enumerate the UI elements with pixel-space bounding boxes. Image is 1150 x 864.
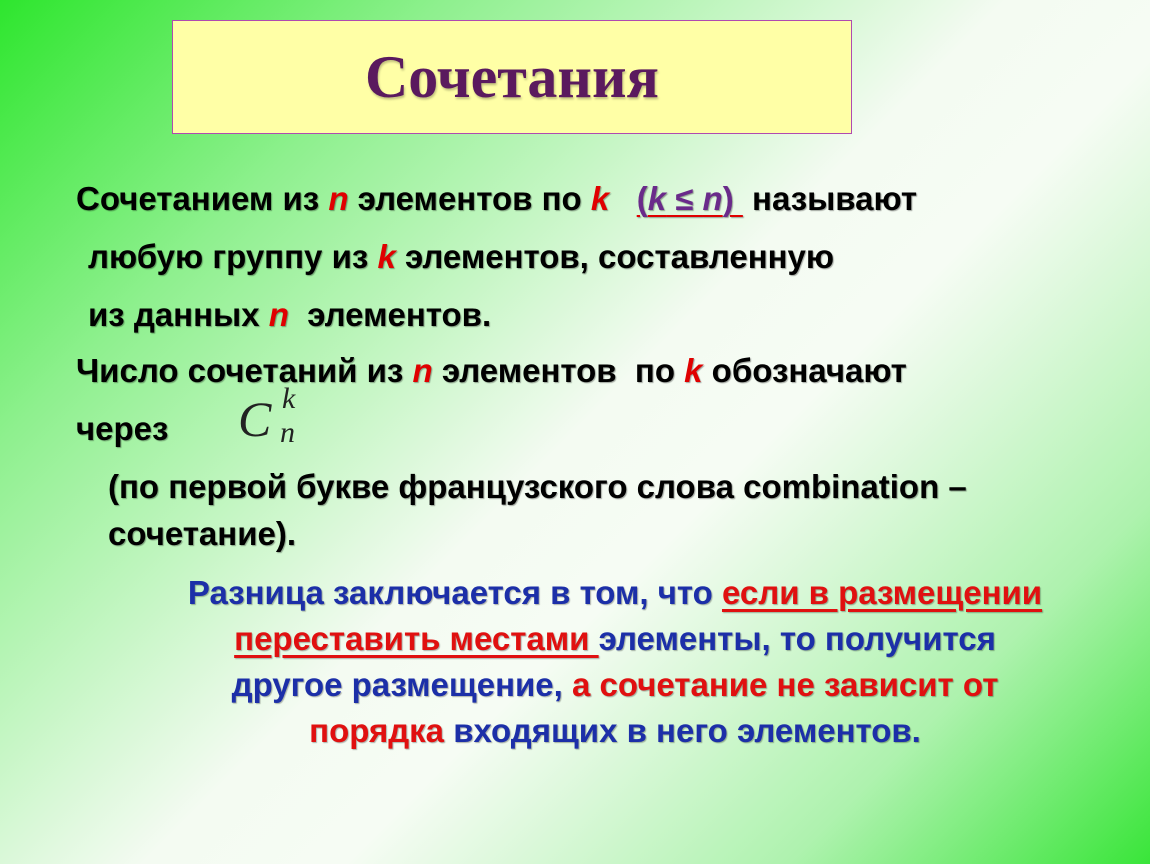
text: элементов по [348,180,591,217]
var-k: k [377,238,396,275]
difference-line-3 [0,666,1150,704]
title-box [172,20,852,134]
var-n: n [328,180,349,217]
definition-line-3 [88,296,491,334]
text: элементов. [288,296,492,333]
text: другое размещение, [231,666,573,703]
var-k: k [647,180,667,217]
text: если в размещении [721,574,1043,611]
text: обозначают [702,352,907,389]
text: Разница заключается в том, что [187,574,722,611]
formula-subscript: n [280,416,295,449]
text: порядка [309,712,445,749]
text: элементов по [432,352,685,389]
definition-line-2 [88,238,834,276]
text: ≤ [666,180,703,217]
difference-line-2 [0,620,1150,658]
text: через [76,410,169,447]
text: а сочетание не зависит от [572,666,999,703]
text: элементов, составленную [395,238,835,275]
definition-line-1 [76,180,917,218]
var-n: n [268,296,289,333]
difference-line-4 [0,712,1150,750]
number-line-1 [76,352,907,390]
text: ) [722,180,743,217]
text: называют [742,180,918,217]
var-n: n [412,352,433,389]
condition-k-le-n [637,180,743,217]
var-k: k [684,352,703,389]
text: переставить местами [234,620,599,657]
formula-base: C [238,391,272,447]
number-line-2 [76,410,168,448]
text: из данных [88,296,269,333]
var-k: k [590,180,610,217]
var-n: n [702,180,723,217]
combination-formula [238,382,328,458]
note-line-2: сочетание). [108,515,297,552]
text: Число сочетаний из [76,352,413,389]
text: ( [636,180,648,217]
slide-title: Сочетания [364,43,660,110]
text: любую группу из [88,238,378,275]
difference-line-1 [0,574,1150,612]
formula-superscript: k [282,382,296,415]
text: входящих в него элементов. [444,712,921,749]
text: элементы, то получится [598,620,996,657]
text: Сочетанием из [76,180,329,217]
note-line-1: (по первой букве французского слова combination – [108,468,967,505]
